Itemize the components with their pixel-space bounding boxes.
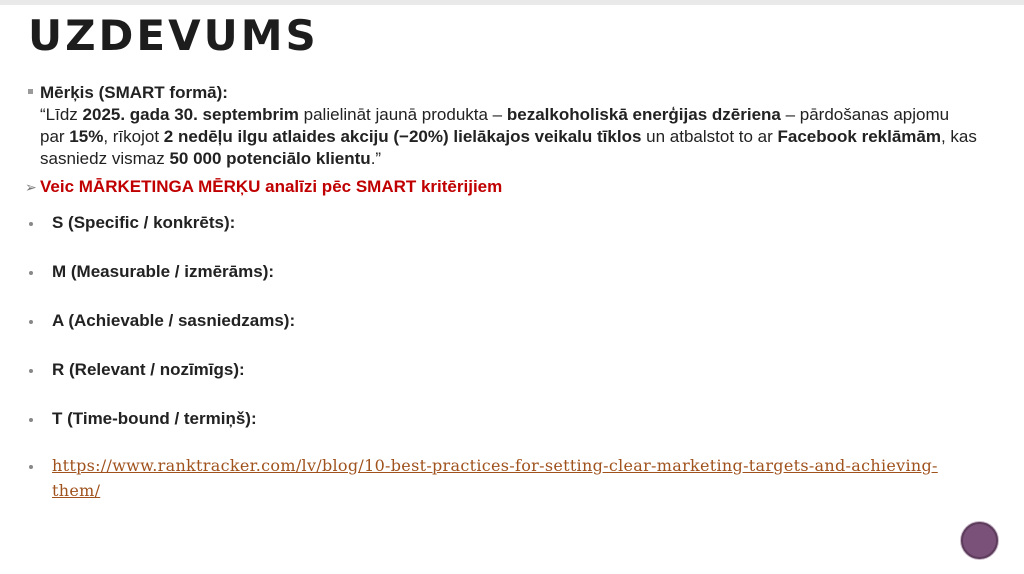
goal-text-part: 15% xyxy=(69,127,104,146)
goal-text-part: 2 nedēļu ilgu atlaides akciju (−20%) lielākajos veikalu tīklos xyxy=(163,127,642,146)
round-bullet-icon xyxy=(29,320,33,324)
criterion-label: S (Specific / konkrēts): xyxy=(52,213,236,232)
round-bullet-icon xyxy=(29,418,33,422)
goal-text-part: , kas sasniedz vismaz xyxy=(40,127,977,168)
round-bullet-icon xyxy=(29,271,33,275)
link-item xyxy=(28,453,978,503)
goal-text xyxy=(40,105,977,168)
criterion-item xyxy=(28,261,978,283)
goal-text-part: “Līdz xyxy=(40,105,83,124)
slide-badge-icon xyxy=(961,522,998,559)
goal-text-part: .” xyxy=(370,149,382,168)
goal-text-part: – pārdošanas apjomu par xyxy=(40,105,950,146)
round-bullet-icon xyxy=(29,369,33,373)
goal-text-part: 2025. gada 30. septembrim xyxy=(82,105,299,124)
top-rule xyxy=(0,0,1024,5)
goal-text-part: bezalkoholiskā enerģijas dzēriena xyxy=(506,105,781,124)
task-text: Veic MĀRKETINGA MĒRĶU analīzi pēc SMART kritērijiem xyxy=(40,177,503,196)
round-bullet-icon xyxy=(29,222,33,226)
goal-text-part: Facebook reklāmām xyxy=(777,127,941,146)
square-bullet-icon xyxy=(28,89,33,94)
goal-heading: Mērķis (SMART formā): xyxy=(40,83,228,102)
criterion-label: A (Achievable / sasniedzams): xyxy=(52,311,296,330)
criterion-label: R (Relevant / nozīmīgs): xyxy=(52,360,245,379)
criterion-item xyxy=(28,359,978,381)
arrow-bullet-icon: ➢ xyxy=(25,179,37,195)
reference-link[interactable]: https://www.ranktracker.com/lv/blog/10-best-practices-for-setting-clear-marketing-targets-and-achieving-them/ xyxy=(52,456,938,500)
goal-text-part: 50 000 potenciālo klientu xyxy=(169,149,371,168)
criterion-item xyxy=(28,310,978,332)
task-item xyxy=(25,176,978,198)
criterion-item xyxy=(28,212,978,234)
slide-title: UZDEVUMS xyxy=(28,11,319,60)
round-bullet-icon xyxy=(29,465,33,469)
goal-item xyxy=(28,82,978,170)
criterion-label: M (Measurable / izmērāms): xyxy=(52,262,275,281)
goal-text-part: , rīkojot xyxy=(103,127,164,146)
goal-text-part: un atbalstot to ar xyxy=(641,127,778,146)
criterion-item xyxy=(28,408,978,430)
goal-text-part: palielināt jaunā produkta – xyxy=(298,105,507,124)
criterion-label: T (Time-bound / termiņš): xyxy=(52,409,257,428)
slide-content xyxy=(25,82,978,503)
